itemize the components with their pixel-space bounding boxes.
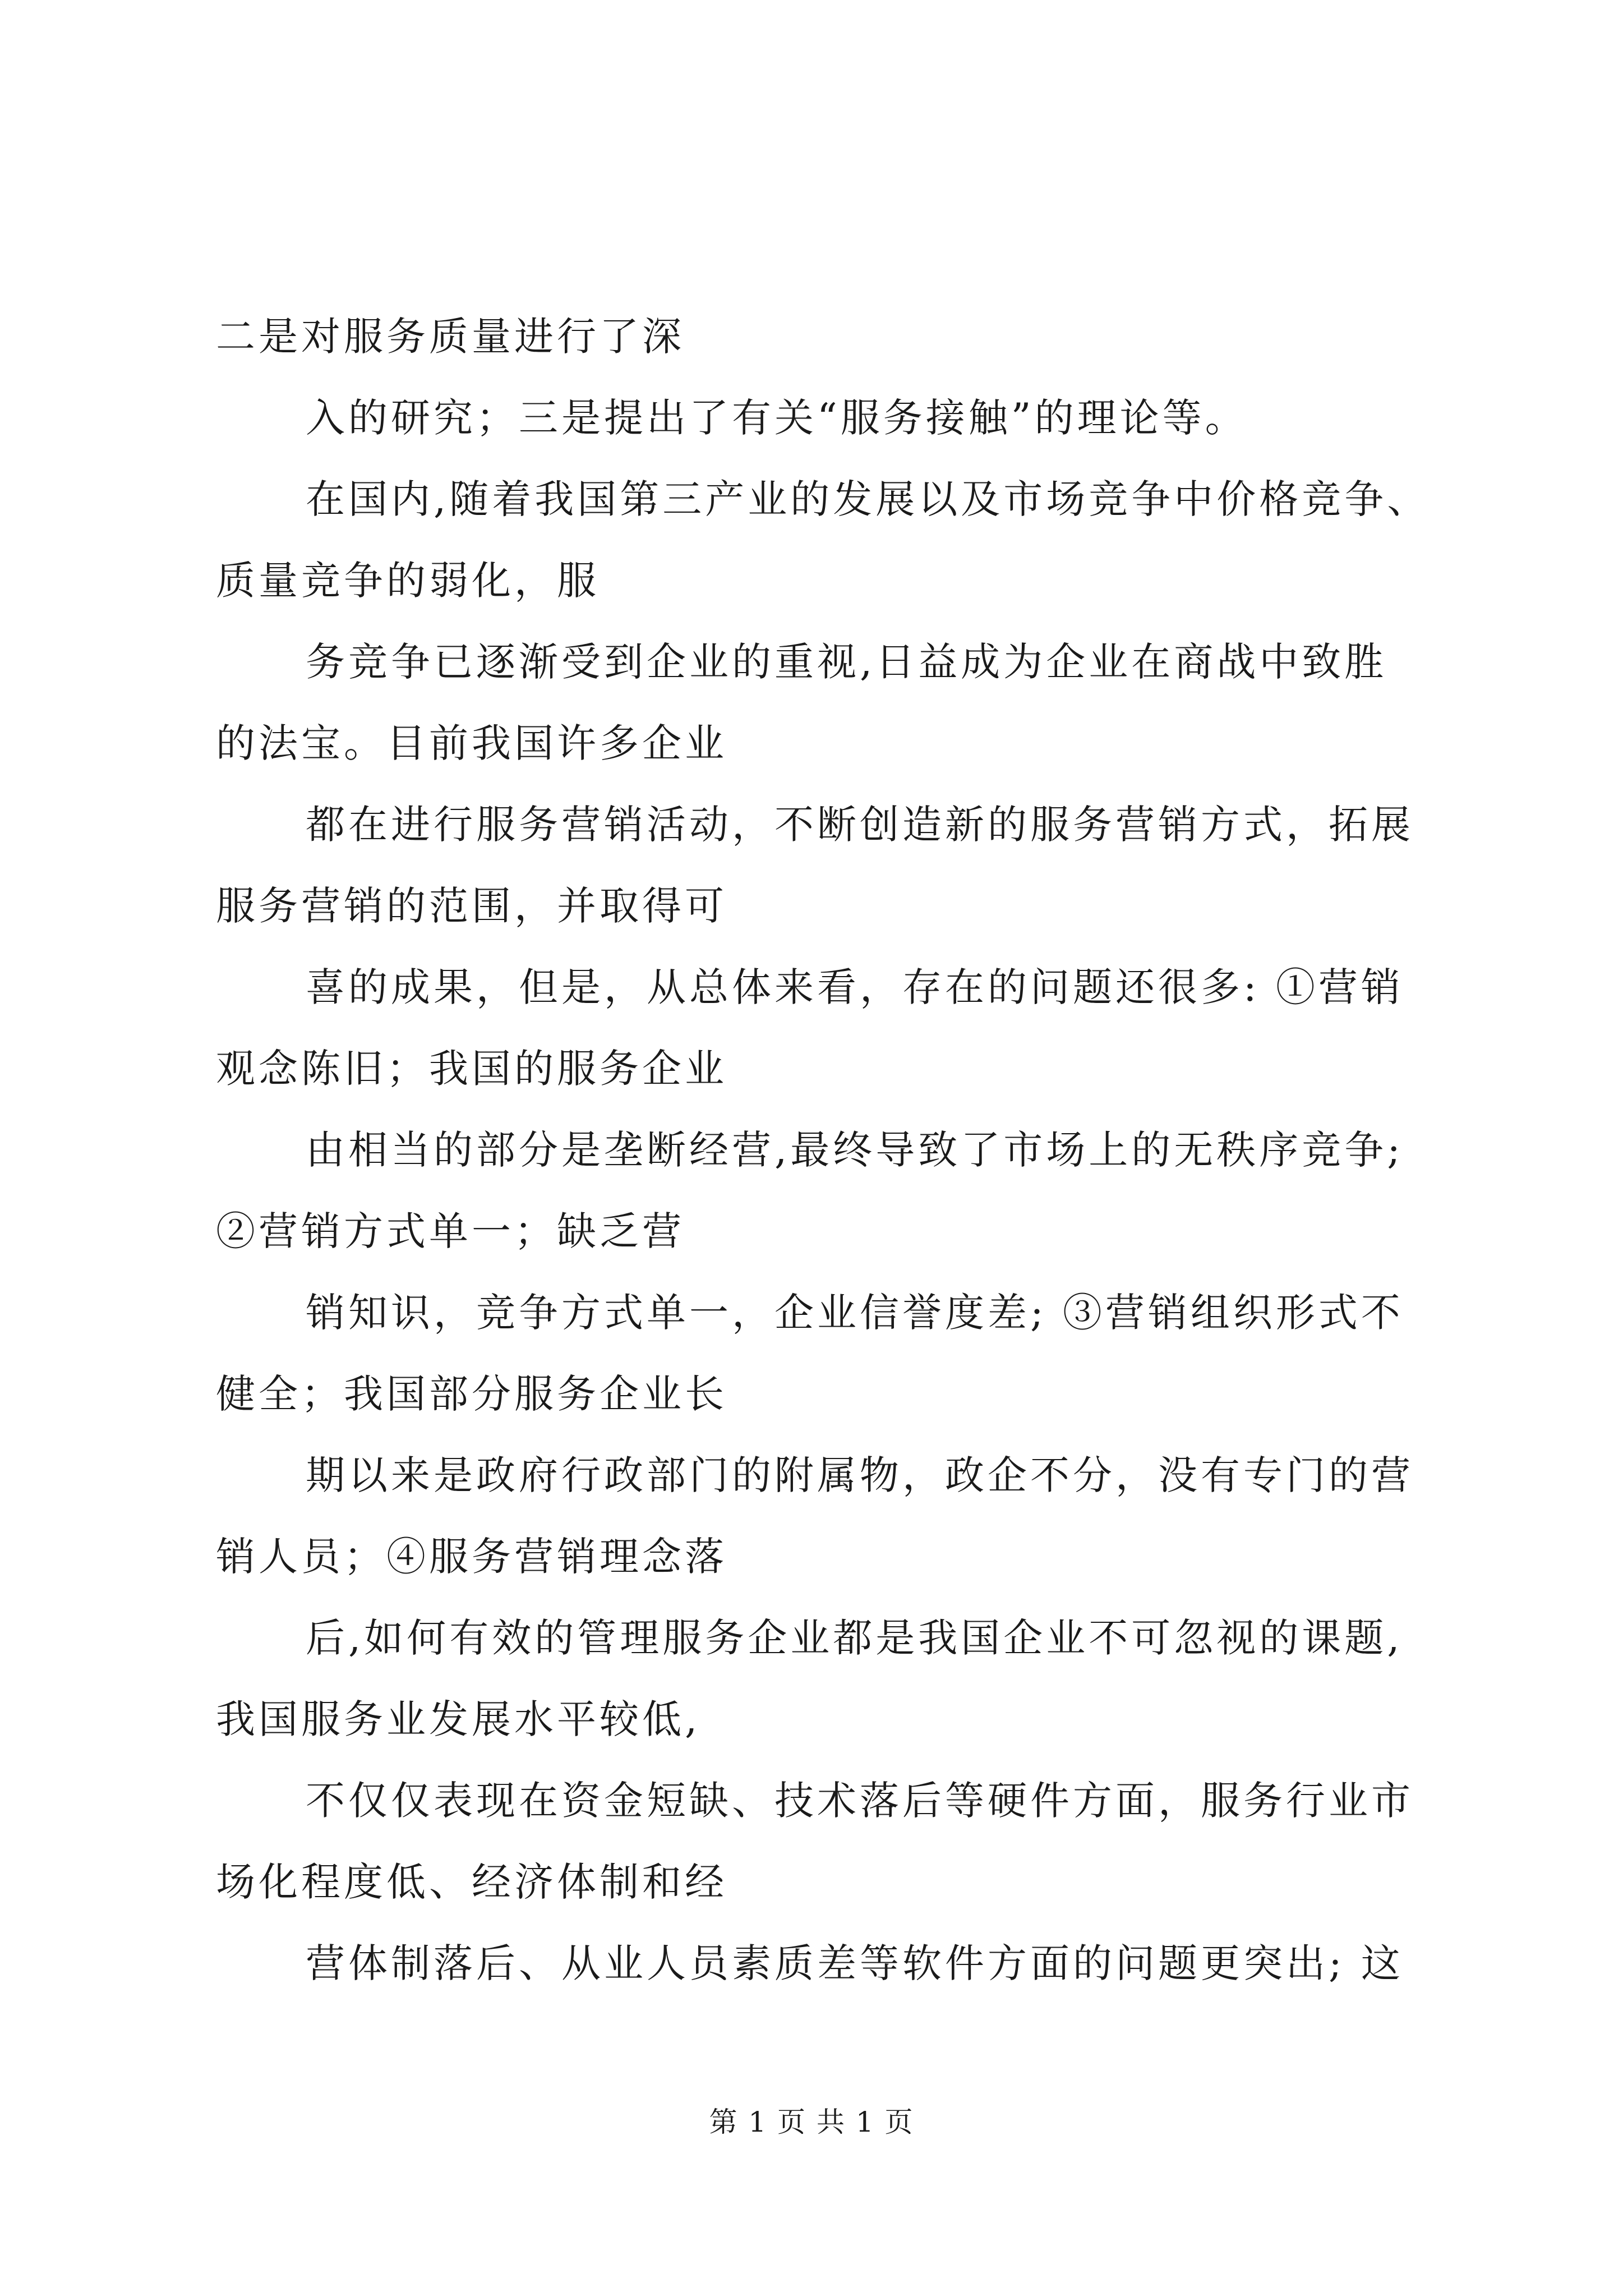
text-line: 期以来是政府行政部门的附属物，政企不分，没有专门的营 bbox=[306, 1452, 1414, 1498]
text-line: 服务营销的范围，并取得可 bbox=[216, 883, 727, 929]
text-line: 我国服务业发展水平较低, bbox=[216, 1696, 701, 1742]
text-line: 健全；我国部分服务企业长 bbox=[216, 1371, 727, 1417]
text-line: 销知识，竞争方式单一，企业信誉度差; ③营销组织形式不 bbox=[306, 1290, 1404, 1336]
text-line: 不仅仅表现在资金短缺、技术落后等硬件方面，服务行业市 bbox=[306, 1778, 1414, 1824]
text-line: 二是对服务质量进行了深 bbox=[216, 314, 685, 360]
text-line: 由相当的部分是垄断经营,最终导致了市场上的无秩序竞争; bbox=[306, 1127, 1404, 1173]
text-line: ②营销方式单一；缺乏营 bbox=[216, 1208, 685, 1254]
text-line: 在国内,随着我国第三产业的发展以及市场竞争中价格竞争、 bbox=[306, 476, 1430, 522]
text-line: 入的研究；三是提出了有关“服务接触”的理论等。 bbox=[306, 395, 1248, 441]
text-line: 营体制落后、从业人员素质差等软件方面的问题更突出; 这 bbox=[306, 1940, 1404, 1986]
text-line: 都在进行服务营销活动，不断创造新的服务营销方式，拓展 bbox=[306, 802, 1414, 848]
text-line: 观念陈旧；我国的服务企业 bbox=[216, 1046, 727, 1092]
text-line: 销人员；④服务营销理念落 bbox=[216, 1534, 727, 1580]
page-number-footer: 第 1 页 共 1 页 bbox=[709, 2106, 914, 2138]
text-line: 的法宝。目前我国许多企业 bbox=[216, 720, 727, 766]
text-line: 喜的成果，但是，从总体来看，存在的问题还很多: ①营销 bbox=[306, 964, 1404, 1010]
text-line: 质量竞争的弱化，服 bbox=[216, 558, 600, 604]
text-line: 场化程度低、经济体制和经 bbox=[216, 1859, 727, 1905]
text-line: 务竞争已逐渐受到企业的重视,日益成为企业在商战中致胜 bbox=[306, 639, 1387, 685]
text-line: 后,如何有效的管理服务企业都是我国企业不可忽视的课题, bbox=[306, 1615, 1403, 1661]
